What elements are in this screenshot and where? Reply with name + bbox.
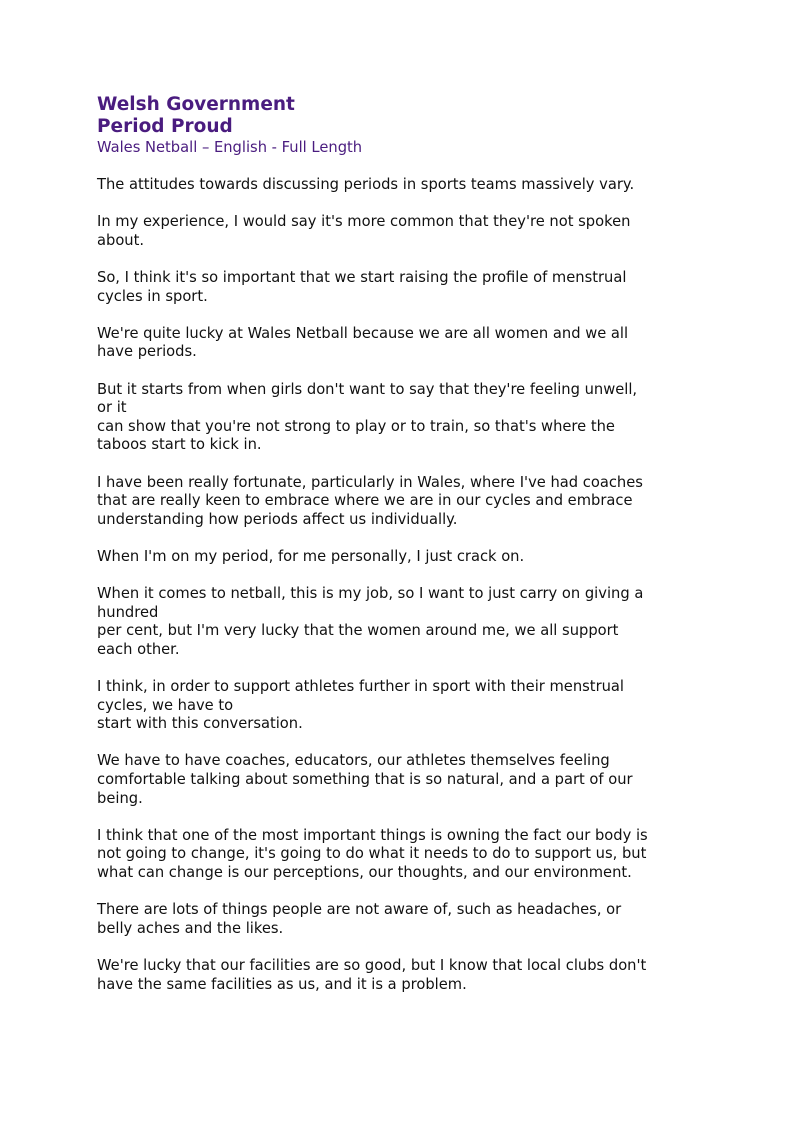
paragraph [97, 269, 717, 306]
paragraph-line: We're lucky that our facilities are so good, but I know that local clubs don't [97, 956, 647, 974]
document-org-title: Welsh Government [97, 94, 295, 115]
paragraph-line: When I'm on my period, for me personally, I just crack on. [97, 547, 525, 565]
paragraph-line: can show that you're not strong to play or to train, so that's where the [97, 417, 615, 435]
paragraph-line: I have been really fortunate, particularly in Wales, where I've had coaches [97, 473, 643, 491]
paragraph [97, 901, 717, 938]
paragraph [97, 474, 717, 530]
paragraph-line: There are lots of things people are not aware of, such as headaches, or [97, 901, 622, 919]
paragraph-line: I think, in order to support athletes further in sport with their menstrual [97, 678, 624, 696]
document-campaign-title: Period Proud [97, 116, 233, 137]
paragraph [97, 176, 717, 195]
paragraph-line: not going to change, it's going to do what it needs to do to support us, but [97, 845, 647, 863]
paragraph-line: So, I think it's so important that we start raising the profile of menstrual [97, 268, 627, 286]
paragraph-line: cycles in sport. [97, 287, 208, 305]
paragraph-line: belly aches and the likes. [97, 919, 284, 937]
paragraph-line: We're quite lucky at Wales Netball because we are all women and we all [97, 324, 629, 342]
paragraph-line: being. [97, 789, 143, 807]
paragraph-line: taboos start to kick in. [97, 436, 262, 454]
document-body [97, 176, 717, 994]
paragraph [97, 752, 717, 808]
paragraph-line: each other. [97, 640, 180, 658]
paragraph-line: that are really keen to embrace where we are in our cycles and embrace [97, 492, 633, 510]
paragraph-line: have the same facilities as us, and it is a problem. [97, 975, 467, 993]
document-page [97, 94, 717, 1013]
paragraph-line: hundred [97, 603, 159, 621]
paragraph-line: When it comes to netball, this is my job, so I want to just carry on giving a [97, 585, 644, 603]
paragraph-line: The attitudes towards discussing periods in sports teams massively vary. [97, 176, 635, 193]
paragraph-line: have periods. [97, 343, 197, 361]
paragraph [97, 827, 717, 883]
paragraph-line: cycles, we have to [97, 696, 234, 714]
paragraph [97, 678, 717, 734]
paragraph-line: start with this conversation. [97, 715, 303, 733]
paragraph [97, 957, 717, 994]
paragraph [97, 585, 717, 659]
paragraph-line: But it starts from when girls don't want to say that they're feeling unwell, [97, 380, 638, 398]
paragraph [97, 548, 717, 567]
paragraph-line: I think that one of the most important things is owning the fact our body is [97, 826, 648, 844]
paragraph [97, 381, 717, 455]
paragraph-line: what can change is our perceptions, our thoughts, and our environment. [97, 863, 632, 881]
paragraph-line: In my experience, I would say it's more common that they're not spoken [97, 213, 631, 231]
paragraph-line: We have to have coaches, educators, our athletes themselves feeling [97, 752, 610, 770]
document-subtitle: Wales Netball – English - Full Length [97, 139, 363, 156]
paragraph-line: understanding how periods affect us individually. [97, 510, 458, 528]
paragraph-line: per cent, but I'm very lucky that the women around me, we all support [97, 622, 619, 640]
paragraph-line: or it [97, 399, 127, 417]
paragraph-line: about. [97, 231, 145, 249]
paragraph-line: comfortable talking about something that is so natural, and a part of our [97, 771, 633, 788]
paragraph [97, 213, 717, 250]
paragraph [97, 325, 717, 362]
